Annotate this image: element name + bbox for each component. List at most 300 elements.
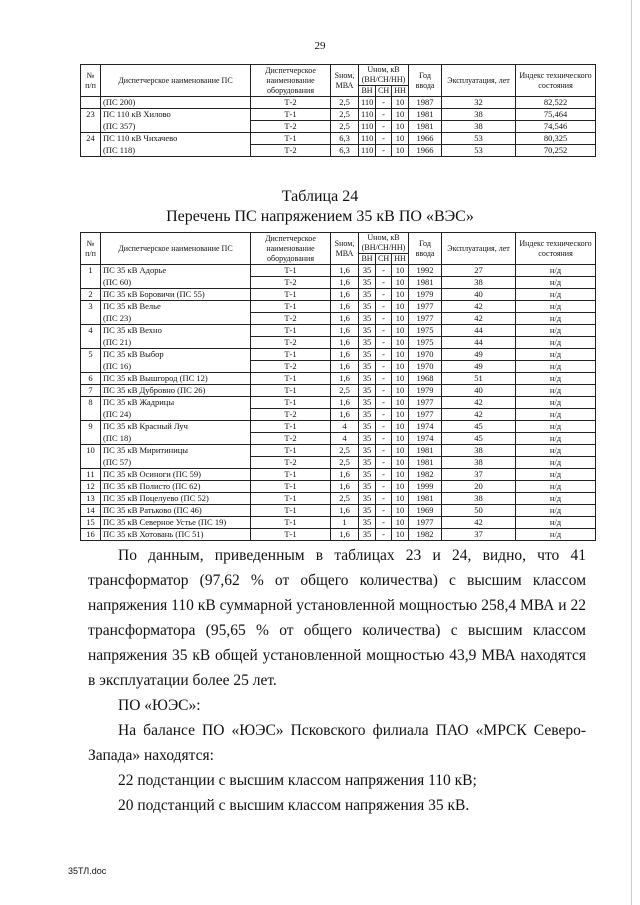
cell-snom: 2,5 [331,493,359,505]
cell-snom: 1,6 [331,505,359,517]
cell-sn: - [376,373,392,385]
header-index: Индекс технического состояния [516,65,596,97]
cell-exploitation: 38 [442,445,516,457]
cell-equipment: Т-1 [251,289,331,301]
cell-sn: - [376,349,392,361]
cell-year: 1987 [409,97,442,109]
cell-sn: - [376,421,392,433]
cell-name: (ПС 18) [101,433,251,445]
header-sn: СН [376,254,392,265]
cell-name: ПС 110 кВ Хилово [101,109,251,121]
body-text [88,543,586,818]
cell-name: ПС 35 кВ Вехно [101,325,251,337]
cell-exploitation: 44 [442,337,516,349]
cell-vn: 35 [359,493,376,505]
table-row [81,301,596,313]
cell-snom: 2,5 [331,385,359,397]
table-row [81,145,596,157]
cell-index: н/д [516,361,596,373]
cell-name: ПС 35 кВ Ратьково (ПС 46) [101,505,251,517]
cell-sn: - [376,397,392,409]
cell-snom: 2,5 [331,457,359,469]
cell-sn: - [376,97,392,109]
cell-exploitation: 49 [442,361,516,373]
cell-equipment: Т-1 [251,445,331,457]
cell-name: (ПС 118) [101,145,251,157]
cell-index: н/д [516,409,596,421]
cell-year: 1969 [409,505,442,517]
cell-year: 1979 [409,289,442,301]
cell-year: 1979 [409,385,442,397]
cell-year: 1981 [409,457,442,469]
cell-nn: 10 [392,457,409,469]
cell-name: (ПС 57) [101,457,251,469]
cell-vn: 35 [359,349,376,361]
cell-year: 1992 [409,265,442,277]
cell-sn: - [376,481,392,493]
cell-index: н/д [516,505,596,517]
cell-index: н/д [516,337,596,349]
table-row [81,397,596,409]
cell-nn: 10 [392,517,409,529]
cell-index: н/д [516,385,596,397]
cell-exploitation: 42 [442,517,516,529]
cell-vn: 35 [359,301,376,313]
header-equipment: Диспетчерское наименование оборудования [251,233,331,265]
cell-name: (ПС 23) [101,313,251,325]
cell-nn: 10 [392,445,409,457]
cell-name: ПС 35 кВ Осиноги (ПС 59) [101,469,251,481]
cell-vn: 35 [359,337,376,349]
cell-name: ПС 35 кВ Боровичи (ПС 55) [101,289,251,301]
cell-num: 6 [81,373,101,385]
cell-name: (ПС 60) [101,277,251,289]
cell-vn: 35 [359,421,376,433]
cell-nn: 10 [392,97,409,109]
cell-num: 23 [81,109,101,121]
cell-nn: 10 [392,325,409,337]
cell-index: н/д [516,445,596,457]
cell-name: ПС 35 кВ Жадрицы [101,397,251,409]
cell-name: (ПС 200) [101,97,251,109]
cell-nn: 10 [392,145,409,157]
cell-sn: - [376,433,392,445]
cell-index: 74,546 [516,121,596,133]
cell-nn: 10 [392,313,409,325]
table-row [81,457,596,469]
cell-snom: 2,5 [331,109,359,121]
cell-equipment: Т-1 [251,349,331,361]
cell-nn: 10 [392,337,409,349]
cell-equipment: Т-2 [251,457,331,469]
cell-year: 1977 [409,517,442,529]
cell-year: 1999 [409,481,442,493]
cell-index: н/д [516,325,596,337]
cell-num [81,277,101,289]
cell-sn: - [376,121,392,133]
cell-snom: 1,6 [331,313,359,325]
cell-nn: 10 [392,529,409,541]
cell-name: ПС 35 кВ Адорье [101,265,251,277]
cell-num: 5 [81,349,101,361]
cell-vn: 35 [359,469,376,481]
cell-snom: 2,5 [331,97,359,109]
cell-equipment: Т-2 [251,277,331,289]
cell-sn: - [376,277,392,289]
page-number: 29 [314,40,326,52]
table-row [81,409,596,421]
cell-exploitation: 50 [442,505,516,517]
cell-equipment: Т-2 [251,409,331,421]
cell-num: 1 [81,265,101,277]
table-row [81,445,596,457]
cell-name: ПС 35 кВ Северное Устье (ПС 19) [101,517,251,529]
cell-vn: 35 [359,433,376,445]
cell-snom: 1,6 [331,349,359,361]
table-row [81,97,596,109]
cell-vn: 110 [359,133,376,145]
cell-exploitation: 32 [442,97,516,109]
cell-equipment: Т-1 [251,469,331,481]
cell-year: 1981 [409,445,442,457]
cell-exploitation: 38 [442,457,516,469]
cell-equipment: Т-1 [251,517,331,529]
cell-index: н/д [516,265,596,277]
table-row [81,337,596,349]
cell-equipment: Т-2 [251,433,331,445]
header-exploitation: Эксплуатация, лет [442,65,516,97]
table-row [81,121,596,133]
cell-name: ПС 35 кВ Миритиницы [101,445,251,457]
header-name: Диспетчерское наименование ПС [101,65,251,97]
cell-index: н/д [516,301,596,313]
cell-name: ПС 35 кВ Вышгород (ПС 12) [101,373,251,385]
header-equipment: Диспетчерское наименование оборудования [251,65,331,97]
cell-index: н/д [516,289,596,301]
cell-vn: 35 [359,517,376,529]
table-23 [80,64,596,157]
cell-exploitation: 38 [442,493,516,505]
table-23-header [81,65,596,97]
cell-name: (ПС 357) [101,121,251,133]
cell-equipment: Т-1 [251,265,331,277]
table-row [81,325,596,337]
table-row [81,493,596,505]
cell-index: н/д [516,349,596,361]
cell-sn: - [376,493,392,505]
cell-sn: - [376,337,392,349]
cell-nn: 10 [392,301,409,313]
cell-sn: - [376,361,392,373]
cell-index: н/д [516,493,596,505]
cell-nn: 10 [392,289,409,301]
cell-vn: 35 [359,529,376,541]
cell-index: н/д [516,469,596,481]
cell-snom: 1,6 [331,265,359,277]
cell-year: 1982 [409,469,442,481]
cell-snom: 1,6 [331,277,359,289]
cell-num [81,313,101,325]
cell-nn: 10 [392,265,409,277]
cell-nn: 10 [392,133,409,145]
cell-nn: 10 [392,349,409,361]
header-unom: Uном, кВ (ВН/СН/НН) [359,65,409,86]
cell-year: 1982 [409,529,442,541]
cell-exploitation: 38 [442,121,516,133]
cell-vn: 110 [359,121,376,133]
cell-equipment: Т-2 [251,145,331,157]
table-row [81,373,596,385]
cell-exploitation: 53 [442,145,516,157]
cell-sn: - [376,289,392,301]
cell-equipment: Т-1 [251,529,331,541]
cell-equipment: Т-1 [251,481,331,493]
cell-index: 70,252 [516,145,596,157]
cell-vn: 35 [359,409,376,421]
cell-num [81,409,101,421]
cell-sn: - [376,445,392,457]
cell-exploitation: 37 [442,469,516,481]
cell-nn: 10 [392,421,409,433]
paragraph: 20 подстанций с высшим классом напряжения 35 кВ. [118,797,470,814]
cell-exploitation: 40 [442,289,516,301]
cell-sn: - [376,457,392,469]
cell-sn: - [376,109,392,121]
cell-equipment: Т-1 [251,397,331,409]
header-nn: НН [392,254,409,265]
cell-num: 15 [81,517,101,529]
cell-num: 24 [81,133,101,145]
table-row [81,349,596,361]
cell-num: 9 [81,421,101,433]
cell-num: 10 [81,445,101,457]
cell-index: 82,522 [516,97,596,109]
cell-snom: 1,6 [331,337,359,349]
table-23-body [81,97,596,157]
cell-exploitation: 45 [442,421,516,433]
cell-vn: 35 [359,373,376,385]
header-num: № п/п [81,233,101,265]
cell-name: ПС 35 кВ Красный Луч [101,421,251,433]
cell-vn: 35 [359,457,376,469]
cell-equipment: Т-1 [251,505,331,517]
cell-vn: 35 [359,445,376,457]
cell-year: 1981 [409,121,442,133]
cell-vn: 110 [359,109,376,121]
cell-year: 1966 [409,133,442,145]
cell-sn: - [376,265,392,277]
cell-num [81,121,101,133]
cell-year: 1968 [409,373,442,385]
cell-index: н/д [516,313,596,325]
header-index: Индекс технического состояния [516,233,596,265]
cell-snom: 2,5 [331,121,359,133]
cell-year: 1970 [409,361,442,373]
cell-vn: 35 [359,277,376,289]
cell-index: н/д [516,397,596,409]
cell-name: ПС 110 кВ Чихачево [101,133,251,145]
table-row [81,517,596,529]
table-row [81,421,596,433]
table-24-header [81,233,596,265]
cell-sn: - [376,301,392,313]
cell-exploitation: 49 [442,349,516,361]
cell-name: ПС 35 кВ Велье [101,301,251,313]
cell-num: 16 [81,529,101,541]
table-row [81,277,596,289]
cell-exploitation: 51 [442,373,516,385]
cell-snom: 1,6 [331,469,359,481]
cell-snom: 2,5 [331,445,359,457]
cell-equipment: Т-1 [251,493,331,505]
cell-exploitation: 38 [442,109,516,121]
cell-name: (ПС 21) [101,337,251,349]
cell-nn: 10 [392,409,409,421]
cell-num: 12 [81,481,101,493]
cell-equipment: Т-1 [251,421,331,433]
cell-num [81,145,101,157]
table-24 [80,232,596,541]
cell-vn: 35 [359,481,376,493]
cell-vn: 110 [359,97,376,109]
cell-index: н/д [516,373,596,385]
cell-equipment: Т-1 [251,373,331,385]
cell-vn: 35 [359,505,376,517]
header-year: Год ввода [409,65,442,97]
cell-sn: - [376,517,392,529]
header-num: № п/п [81,65,101,97]
cell-exploitation: 53 [442,133,516,145]
cell-sn: - [376,529,392,541]
cell-exploitation: 38 [442,277,516,289]
paragraph: 22 подстанции с высшим классом напряжения 110 кВ; [118,772,477,789]
paragraph: ПО «ЮЭС»: [118,697,201,714]
cell-exploitation: 27 [442,265,516,277]
cell-nn: 10 [392,109,409,121]
cell-exploitation: 42 [442,409,516,421]
header-exploitation: Эксплуатация, лет [442,233,516,265]
cell-year: 1974 [409,421,442,433]
cell-snom: 1,6 [331,481,359,493]
cell-equipment: Т-2 [251,97,331,109]
cell-num: 4 [81,325,101,337]
cell-exploitation: 44 [442,325,516,337]
cell-sn: - [376,325,392,337]
cell-name: ПС 35 кВ Поцелуево (ПС 52) [101,493,251,505]
table-24-title: Перечень ПС напряжением 35 кВ ПО «ВЭС» [166,208,474,225]
cell-sn: - [376,505,392,517]
cell-num: 7 [81,385,101,397]
table-24-body [81,265,596,541]
cell-num [81,433,101,445]
cell-vn: 110 [359,145,376,157]
cell-snom: 4 [331,433,359,445]
header-unom: Uном, кВ (ВН/СН/НН) [359,233,409,254]
cell-year: 1981 [409,277,442,289]
cell-exploitation: 40 [442,385,516,397]
header-vn: ВН [359,86,376,97]
header-snom: Sном, МВА [331,233,359,265]
cell-equipment: Т-1 [251,133,331,145]
cell-sn: - [376,133,392,145]
cell-snom: 1,6 [331,361,359,373]
cell-index: н/д [516,433,596,445]
cell-snom: 4 [331,421,359,433]
cell-name: (ПС 24) [101,409,251,421]
cell-index: 75,464 [516,109,596,121]
cell-vn: 35 [359,313,376,325]
cell-sn: - [376,385,392,397]
cell-equipment: Т-2 [251,121,331,133]
table-row [81,361,596,373]
cell-num: 8 [81,397,101,409]
cell-vn: 35 [359,265,376,277]
cell-year: 1977 [409,301,442,313]
cell-exploitation: 45 [442,433,516,445]
cell-exploitation: 20 [442,481,516,493]
cell-index: н/д [516,517,596,529]
cell-sn: - [376,409,392,421]
cell-index: н/д [516,421,596,433]
cell-equipment: Т-1 [251,109,331,121]
cell-sn: - [376,145,392,157]
cell-snom: 1,6 [331,289,359,301]
cell-num [81,361,101,373]
cell-year: 1977 [409,409,442,421]
table-row [81,481,596,493]
cell-year: 1981 [409,493,442,505]
cell-vn: 35 [359,397,376,409]
header-nn: НН [392,86,409,97]
paragraph: По данным, приведенным в таблицах 23 и 24, видно, что 41 трансформатор (97,62 % от общего количества) с высшим классом напряжения 110 кВ суммарной установленной мощностью 258,4 МВА и 22 трансформатора (95,65 % от общего количества) с высшим классом напряжения 35 кВ общей установленной мощностью 43,9 МВА находятся в эксплуатации более 25 лет. [88,547,586,689]
cell-year: 1975 [409,325,442,337]
cell-num: 13 [81,493,101,505]
table-24-number: Таблица 24 [281,188,359,205]
cell-vn: 35 [359,325,376,337]
cell-snom: 1,6 [331,301,359,313]
cell-nn: 10 [392,481,409,493]
cell-year: 1970 [409,349,442,361]
cell-year: 1977 [409,313,442,325]
cell-index: 80,325 [516,133,596,145]
table-row [81,289,596,301]
cell-year: 1974 [409,433,442,445]
cell-snom: 1,6 [331,373,359,385]
cell-index: н/д [516,481,596,493]
cell-num: 11 [81,469,101,481]
table-row [81,433,596,445]
header-sn: СН [376,86,392,97]
page-edge-line [631,0,632,905]
cell-sn: - [376,313,392,325]
cell-index: н/д [516,277,596,289]
cell-year: 1981 [409,109,442,121]
cell-name: ПС 35 кВ Хотовань (ПС 51) [101,529,251,541]
cell-year: 1966 [409,145,442,157]
cell-nn: 10 [392,397,409,409]
cell-snom: 1,6 [331,325,359,337]
cell-vn: 35 [359,361,376,373]
header-year: Год ввода [409,233,442,265]
header-name: Диспетчерское наименование ПС [101,233,251,265]
cell-name: ПС 35 кВ Полисто (ПС 62) [101,481,251,493]
header-vn: ВН [359,254,376,265]
cell-num [81,457,101,469]
table-row [81,505,596,517]
cell-num [81,97,101,109]
cell-snom: 6,3 [331,133,359,145]
cell-exploitation: 42 [442,313,516,325]
